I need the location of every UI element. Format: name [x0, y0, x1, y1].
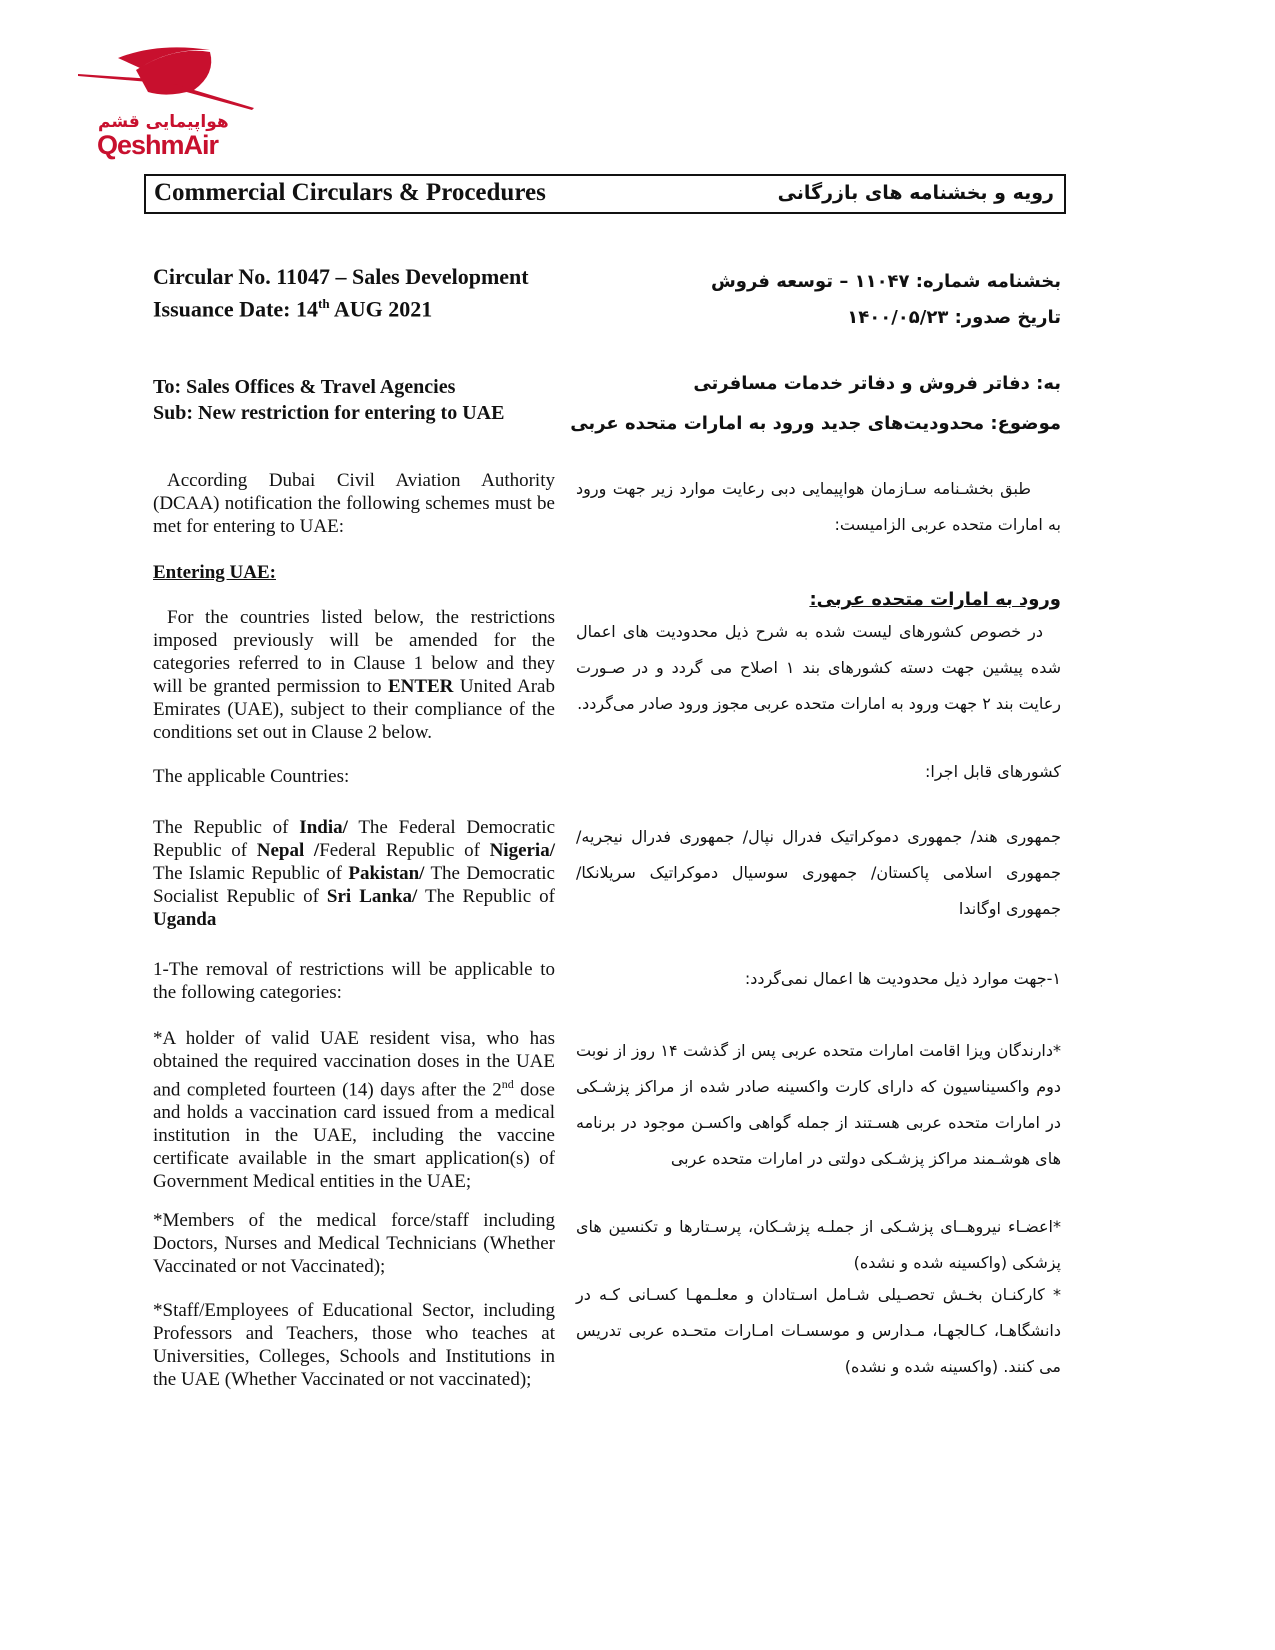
item3-persian: * کارکنـان بخـش تحصـیلی شـامل اسـتادان و معلـمهـا کسـانی کـه در دانشگاهـا، کـالجهـا، مـدارس و موسسـات امـارات متحـده عربی تدریس می کنند. (واکسینه شده و نشده) [576, 1285, 1061, 1376]
qeshm-air-emblem-icon [78, 44, 268, 119]
intro-paragraph-english: According Dubai Civil Aviation Authority (DCAA) notification the following schemes must be met for entering to UAE: [153, 470, 555, 537]
countries-list-persian: جمهوری هند/ جمهوری دموکراتیک فدرال نپال/ جمهوری فدرال نیجریه/ جمهوری اسلامی پاکستان/ جمهوری سوسیال دموکراتیک سریلانکا/ جمهوری اوگاندا [576, 827, 1061, 918]
issuance-date: Issuance Date: 14th AUG 2021 [153, 296, 433, 322]
clause1-persian: ۱-جهت موارد ذیل محدودیت ها اعمال نمی‌گردد: [744, 969, 1061, 988]
clause1-english: 1-The removal of restrictions will be applicable to the following categories: [153, 959, 555, 1003]
to-line-persian: به: دفاتر فروش و دفاتر خدمات مسافرتی [693, 373, 1061, 394]
item1-persian: *دارندگان ویزا اقامت امارات متحده عربی پس از گذشت ۱۴ روز از نوبت دوم واکسیناسیون که دارای کارت واکسینه صادر شده از مراکز پزشـکی در امارات متحده عربی هسـتند از جمله گواهی واکسـن موجود در برنامه های هوشـمند مراکز پزشـکی دولتی در امارات متحده عربی [576, 1041, 1061, 1168]
countries-label-english: The applicable Countries: [153, 766, 350, 787]
section-heading-english: Entering UAE: [153, 562, 276, 583]
subject-line-persian: موضوع: محدودیت‌های جدید ورود به امارات متحده عربی [570, 413, 1061, 434]
item3-english: *Staff/Employees of Educational Sector, including Professors and Teachers, those who teaches at Universities, Colleges, Schools and Institutions in the UAE (Whether Vaccinated or not vaccinated); [153, 1300, 555, 1390]
item1-english: *A holder of valid UAE resident visa, who has obtained the required vaccination doses in the UAE and completed fourteen (14) days after the 2nd dose and holds a vaccination card issued from a medical institution in the UAE, including the vaccine certificate available in the smart application(s) of Government Medical entities in the UAE; [153, 1028, 555, 1193]
section-paragraph-english: For the countries listed below, the restrictions imposed previously will be amended for the categories referred to in Clause 1 below and they will be granted permission to ENTER United Arab Emirates (UAE), subject to their compliance of the conditions set out in Clause 2 below. [153, 607, 555, 743]
to-line: To: Sales Offices & Travel Agencies [153, 376, 456, 398]
countries-list-english: The Republic of India/ The Federal Democratic Republic of Nepal /Federal Republic of Nigeria/ The Islamic Republic of Pakistan/ The Democratic Socialist Republic of Sri Lanka/ The Republic of Uganda [153, 817, 555, 930]
address-english [153, 374, 555, 426]
intro-paragraph-persian: طبق بخشـنامه سـازمان هواپیمایی دبی رعایت موارد زیر جهت ورود به امارات متحده عربی الزامیست: [576, 479, 1061, 534]
section-paragraph-persian: در خصوص کشورهای لیست شده به شرح ذیل محدودیت های اعمال شده پیشین جهت دسته کشورهای بند ۱ اصلاح می گردد و در صـورت رعایت بند ۲ جهت ورود به امارات متحده عربی مجوز ورود صادر می‌گردد. [576, 622, 1061, 713]
section-heading-persian: ورود به امارات متحده عربی: [809, 589, 1061, 610]
document-banner [144, 174, 1066, 214]
item2-persian: *اعضـاء نیروهــای پزشـکی از جملـه پزشـکان، پرسـتارها و تکنسین های پزشکی (واکسینه شده و نشده) [576, 1217, 1061, 1272]
banner-title-persian: رویه و بخشنامه های بازرگانی [777, 182, 1054, 204]
item2-english: *Members of the medical force/staff including Doctors, Nurses and Medical Technicians (Whether Vaccinated or not Vaccinated); [153, 1210, 555, 1277]
circular-number-persian: بخشنامه شماره: ۱۱۰۴۷ – توسعه فروش [710, 271, 1061, 292]
circular-number-english [153, 263, 555, 322]
issuance-date-persian: تاریخ صدور: ۱۴۰۰/۰۵/۲۳ [847, 307, 1061, 328]
circular-title: Circular No. 11047 – Sales Development [153, 264, 529, 289]
subject-line: Sub: New restriction for entering to UAE [153, 402, 505, 424]
countries-label-persian: کشورهای قابل اجرا: [925, 762, 1061, 781]
logo-text-persian: هواپیمایی قشم [98, 112, 229, 132]
banner-title-english: Commercial Circulars & Procedures [154, 179, 546, 206]
logo-text-english: QeshmAir [97, 130, 219, 160]
